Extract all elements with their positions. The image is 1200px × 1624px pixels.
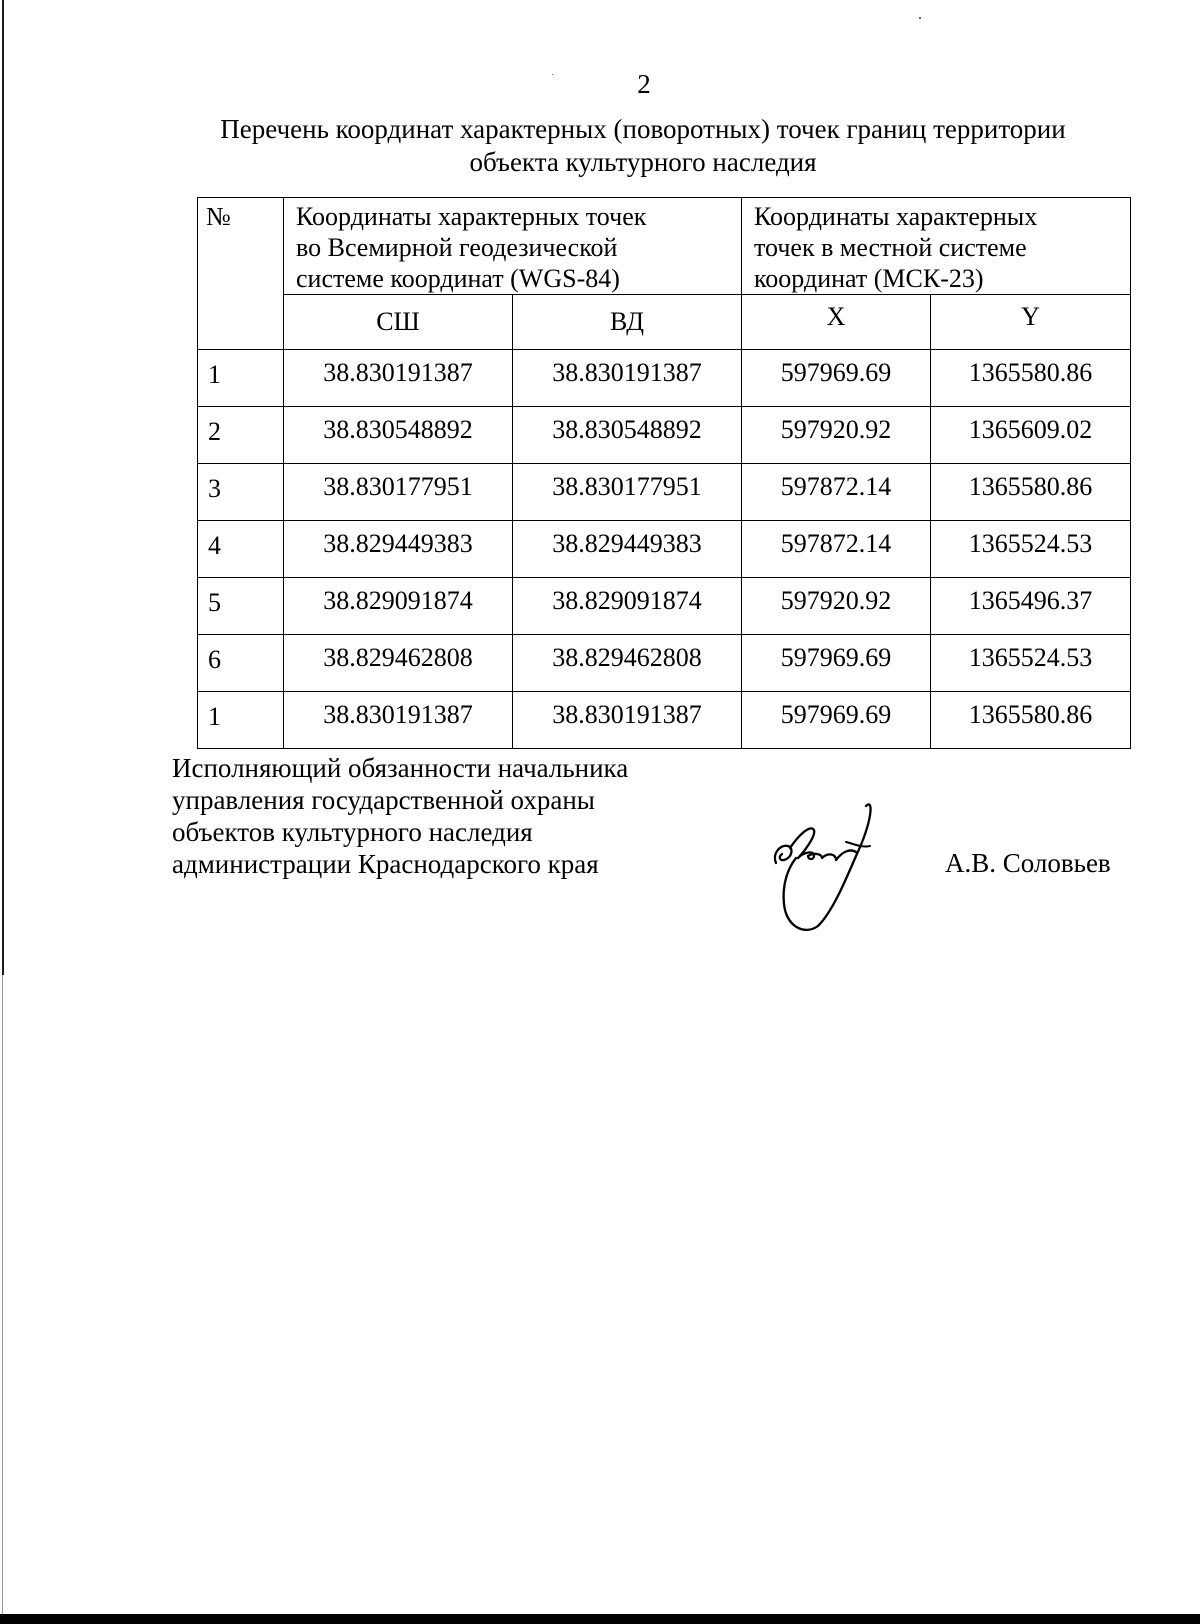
cell-y: 1365609.02 bbox=[931, 407, 1131, 464]
cell-x: 597969.69 bbox=[742, 350, 931, 407]
cell-latitude: 38.830191387 bbox=[284, 692, 513, 749]
row-point-number: 3 bbox=[198, 464, 284, 521]
cell-x: 597872.14 bbox=[742, 521, 931, 578]
table-row bbox=[198, 350, 1131, 407]
cell-latitude: 38.830177951 bbox=[284, 464, 513, 521]
cell-y: 1365580.86 bbox=[931, 350, 1131, 407]
cell-longitude: 38.829462808 bbox=[513, 635, 742, 692]
table-row bbox=[198, 692, 1131, 749]
cell-longitude: 38.830177951 bbox=[513, 464, 742, 521]
table-row bbox=[198, 635, 1131, 692]
subheader-latitude: СШ bbox=[284, 295, 513, 350]
signatory-position-line: управления государственной охраны bbox=[172, 785, 595, 815]
row-point-number: 1 bbox=[198, 350, 284, 407]
cell-longitude: 38.830191387 bbox=[513, 350, 742, 407]
scan-edge-left-lower bbox=[2, 975, 3, 1615]
scan-edge-bottom bbox=[0, 1614, 1200, 1624]
cell-latitude: 38.830548892 bbox=[284, 407, 513, 464]
header-text-line: системе координат (WGS-84) bbox=[296, 264, 620, 293]
cell-latitude: 38.829091874 bbox=[284, 578, 513, 635]
handwritten-signature bbox=[770, 800, 890, 935]
cell-longitude: 38.830548892 bbox=[513, 407, 742, 464]
signatory-position-line: Исполняющий обязанности начальника bbox=[172, 753, 629, 783]
table-header-row bbox=[198, 198, 1131, 295]
header-text-line: во Всемирной геодезической bbox=[296, 233, 618, 262]
table-row bbox=[198, 407, 1131, 464]
table-row bbox=[198, 521, 1131, 578]
cell-longitude: 38.829091874 bbox=[513, 578, 742, 635]
coordinates-table bbox=[197, 197, 1131, 749]
row-point-number: 6 bbox=[198, 635, 284, 692]
cell-x: 597872.14 bbox=[742, 464, 931, 521]
cell-y: 1365580.86 bbox=[931, 464, 1131, 521]
subheader-y: Y bbox=[931, 295, 1131, 350]
header-msk23-group bbox=[742, 198, 1131, 295]
cell-latitude: 38.830191387 bbox=[284, 350, 513, 407]
row-point-number: 2 bbox=[198, 407, 284, 464]
table-row bbox=[198, 464, 1131, 521]
signatory-position bbox=[172, 752, 628, 880]
subheader-x: X bbox=[742, 295, 931, 350]
cell-y: 1365496.37 bbox=[931, 578, 1131, 635]
cell-y: 1365580.86 bbox=[931, 692, 1131, 749]
cell-longitude: 38.830191387 bbox=[513, 692, 742, 749]
scan-edge-left bbox=[2, 0, 4, 975]
cell-x: 597969.69 bbox=[742, 692, 931, 749]
cell-y: 1365524.53 bbox=[931, 635, 1131, 692]
scan-speck bbox=[919, 17, 921, 19]
cell-x: 597920.92 bbox=[742, 578, 931, 635]
document-title-line: объекта культурного наследия bbox=[469, 147, 817, 177]
document-title-line: Перечень координат характерных (поворотных) точек границ территории bbox=[220, 114, 1066, 144]
header-wgs84-group bbox=[284, 198, 742, 295]
cell-latitude: 38.829449383 bbox=[284, 521, 513, 578]
cell-latitude: 38.829462808 bbox=[284, 635, 513, 692]
signatory-name: А.В. Соловьев bbox=[945, 848, 1111, 878]
cell-x: 597969.69 bbox=[742, 635, 931, 692]
cell-y: 1365524.53 bbox=[931, 521, 1131, 578]
document-title bbox=[150, 113, 1136, 179]
signatory-position-line: администрации Краснодарского края bbox=[172, 849, 599, 879]
row-point-number: 1 bbox=[198, 692, 284, 749]
table-subheader-row bbox=[198, 295, 1131, 350]
page-number: 2 bbox=[637, 69, 651, 99]
cell-x: 597920.92 bbox=[742, 407, 931, 464]
cell-longitude: 38.829449383 bbox=[513, 521, 742, 578]
header-text-line: Координаты характерных точек bbox=[296, 202, 647, 231]
row-point-number: 4 bbox=[198, 521, 284, 578]
subheader-longitude: ВД bbox=[513, 295, 742, 350]
header-text-line: Координаты характерных bbox=[754, 202, 1038, 231]
signatory-position-line: объектов культурного наследия bbox=[172, 817, 533, 847]
header-number-column: № bbox=[198, 198, 284, 350]
header-text-line: точек в местной системе bbox=[754, 233, 1027, 262]
header-text-line: координат (МСК-23) bbox=[754, 264, 984, 293]
table-row bbox=[198, 578, 1131, 635]
row-point-number: 5 bbox=[198, 578, 284, 635]
